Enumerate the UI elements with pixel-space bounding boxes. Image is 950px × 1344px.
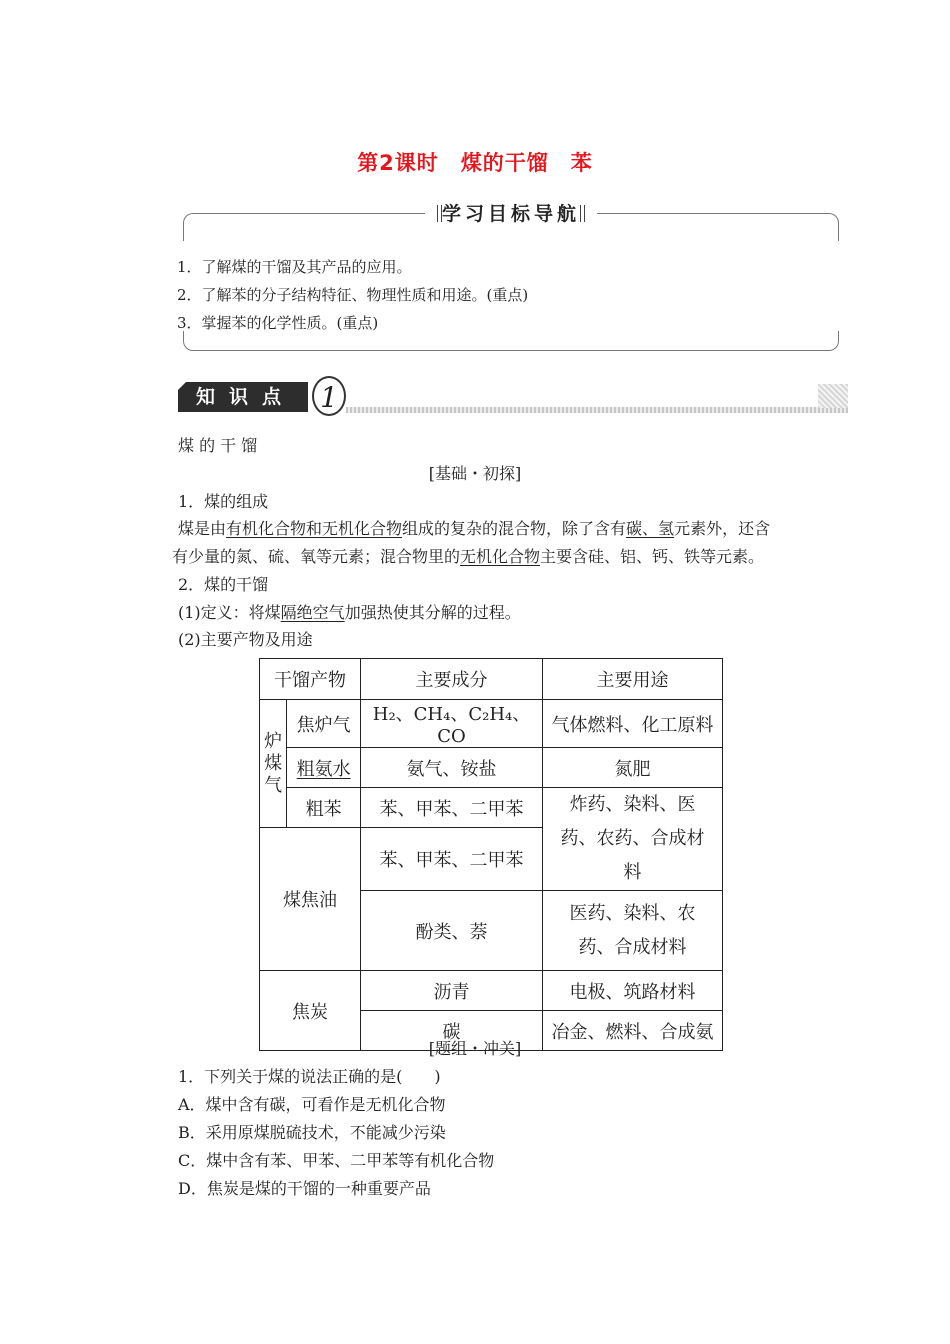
- exercise-tag: [题组・冲关]: [428, 1039, 522, 1058]
- ammonia-use: 氮肥: [543, 748, 723, 788]
- page-title: 第2课时 煤的干馏 苯: [357, 151, 593, 175]
- header-product: 干馏产物: [260, 659, 361, 700]
- products-title: (2)主要产物及用途: [178, 630, 313, 649]
- crude-benzene-cell: 粗苯: [287, 788, 361, 828]
- objective-item: 3．掌握苯的化学性质。(重点): [177, 314, 379, 332]
- header-use: 主要用途: [543, 659, 723, 700]
- knowledge-point-label: 知识点: [178, 382, 308, 412]
- option-c: C．煤中含有苯、甲苯、二甲苯等有机化合物: [178, 1151, 495, 1170]
- basic-tag: [基础・初探]: [428, 464, 522, 483]
- objectives-heading-text: 学习目标导航: [441, 203, 580, 225]
- objectives-heading: [425, 199, 597, 227]
- coke-use-1: 电极、筑路材料: [543, 971, 723, 1011]
- crude-benzene-composition: 苯、甲苯、二甲苯: [361, 788, 543, 828]
- coal-composition-title: 1．煤的组成: [178, 492, 269, 511]
- option-b: B．采用原煤脱硫技术，不能减少污染: [178, 1123, 446, 1142]
- benzene-use: 炸药、染料、医药、农药、合成材料: [543, 788, 723, 891]
- knowledge-point-number: 1: [312, 376, 346, 416]
- knowledge-point-banner: [178, 378, 848, 418]
- dry-distillation-title: 2．煤的干馏: [178, 575, 269, 594]
- ammonia-water-cell: 粗氨水: [287, 748, 361, 788]
- distillation-products-table: [259, 658, 723, 1051]
- option-a: A．煤中含有碳，可看作是无机化合物: [178, 1095, 446, 1114]
- table-row: [260, 971, 723, 1011]
- coal-composition-line2: 有少量的氮、硫、氧等元素；混合物里的无机化合物主要含硅、铝、钙、铁等元素。: [172, 547, 765, 566]
- table-row: [260, 748, 723, 788]
- coke-gas-composition: H₂、CH₄、C₂H₄、CO: [361, 700, 543, 748]
- definition: (1)定义：将煤隔绝空气加强热使其分解的过程。: [178, 603, 521, 622]
- coke-gas-use: 气体燃料、化工原料: [543, 700, 723, 748]
- objectives-bottom-border: [183, 331, 839, 351]
- tar-composition-2: 酚类、萘: [361, 891, 543, 971]
- coke-cell: 焦炭: [260, 971, 361, 1051]
- coal-composition-line1: 煤是由有机化合物和无机化合物组成的复杂的混合物，除了含有碳、氢元素外，还含: [178, 519, 771, 538]
- table-row: [260, 700, 723, 748]
- objective-item: 1．了解煤的干馏及其产品的应用。: [177, 258, 412, 276]
- coal-tar-cell: 煤焦油: [260, 828, 361, 971]
- table-row: [260, 659, 723, 700]
- coke-use-2: 冶金、燃料、合成氨: [543, 1011, 723, 1051]
- tar-composition-1: 苯、甲苯、二甲苯: [361, 828, 543, 891]
- heading-bar-right: [580, 205, 585, 222]
- coke-gas-cell: 焦炉气: [287, 700, 361, 748]
- banner-rule: [346, 407, 848, 413]
- coke-composition-2: 碳: [361, 1011, 543, 1051]
- section-heading: 煤 的 干 馏: [178, 436, 258, 455]
- banner-hatch: [818, 384, 848, 408]
- objectives-box: [177, 203, 839, 351]
- exercise-question: 1．下列关于煤的说法正确的是( ): [178, 1067, 441, 1086]
- header-composition: 主要成分: [361, 659, 543, 700]
- objective-item: 2．了解苯的分子结构特征、物理性质和用途。(重点): [177, 286, 529, 304]
- tar-use-2: 医药、染料、农药、合成材料: [543, 891, 723, 971]
- option-d: D．焦炭是煤的干馏的一种重要产品: [178, 1179, 431, 1198]
- ammonia-composition: 氨气、铵盐: [361, 748, 543, 788]
- furnace-gas-cell: 炉煤气: [260, 700, 287, 828]
- table-row: [260, 788, 723, 828]
- coke-composition-1: 沥青: [361, 971, 543, 1011]
